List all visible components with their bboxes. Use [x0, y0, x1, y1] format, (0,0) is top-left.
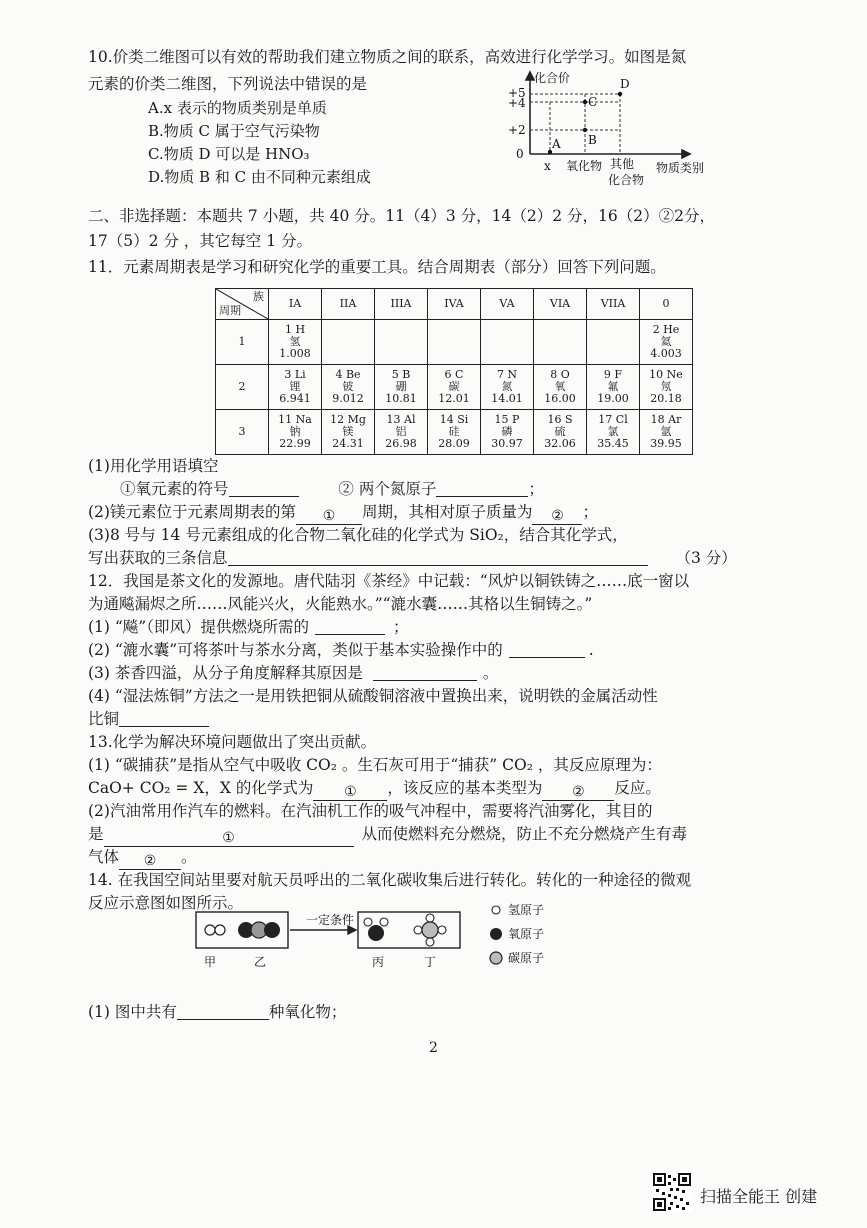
q11-p1end: ； [528, 480, 544, 498]
q13-p2c: 从而使燃料充分燃烧，防止不充分燃烧产生有毒 [361, 825, 688, 843]
q13-p2d-line [88, 846, 197, 870]
legend-hydrogen-label: 氢原子 [508, 903, 545, 917]
legend-oxygen-label: 氧原子 [508, 927, 545, 941]
element-mass: 24.31 [332, 437, 364, 450]
element-cell [587, 365, 640, 410]
q10-option-b: B.物质 C 属于空气污染物 [148, 122, 320, 140]
periodic-table [215, 288, 693, 455]
period-row [216, 365, 693, 410]
element-num: 3 Li [284, 368, 306, 381]
period-row [216, 320, 693, 365]
element-name: 碳 [448, 380, 460, 393]
q13-p1c: ，该反应的基本类型为 [387, 779, 543, 797]
element-name: 硼 [395, 380, 407, 393]
element-num: 14 Si [439, 413, 469, 426]
water-molecule-icon [364, 918, 388, 941]
group-header: VA [481, 289, 534, 320]
q12-blank-1[interactable] [315, 618, 385, 635]
q12-p3end: 。 [482, 664, 499, 682]
reaction-condition: 一定条件 [306, 913, 355, 927]
chart-point-c: C [588, 95, 598, 109]
group-header: VIA [534, 289, 587, 320]
element-cell [481, 365, 534, 410]
carbon-dioxide-molecule-icon [238, 922, 280, 938]
scanner-watermark: 扫描全能王 创建 [700, 1187, 818, 1206]
q10-option-a: A.x 表示的物质类别是单质 [148, 99, 327, 117]
label-bing: 丙 [372, 955, 385, 969]
valence-class-chart [500, 68, 740, 198]
group-header: VIIA [587, 289, 640, 320]
q11-p2b: 周期，其相对原子质量为 [361, 503, 533, 521]
q10-option-c: C.物质 D 可以是 HNO₃ [148, 145, 310, 163]
q11-p3-line [88, 547, 737, 569]
element-name: 磷 [501, 425, 513, 438]
element-name: 钠 [289, 425, 301, 438]
element-mass: 26.98 [385, 437, 417, 450]
chart-ytick-4: +4 [508, 96, 526, 110]
chart-point-a: A [552, 137, 561, 151]
corner-period-label: 周期 [219, 304, 241, 317]
element-name: 镁 [342, 425, 354, 438]
q12-p3: (3) 茶香四溢，从分子角度解释其原因是 [88, 664, 363, 682]
q12-p4b: 比铜 [88, 710, 120, 728]
element-cell [428, 410, 481, 455]
q11-blank-mass[interactable]: ② [532, 508, 582, 525]
q11-p1: (1)用化学用语填空 [88, 457, 219, 475]
chart-xtick-oxide: 氧化物 [566, 159, 603, 173]
q12-p1: (1) “飚”（即风）提供燃烧所需的 [88, 618, 309, 636]
legend-carbon-icon [490, 952, 502, 964]
element-name: 铝 [395, 425, 407, 438]
element-num: 2 He [652, 323, 680, 336]
element-cell [640, 365, 693, 410]
q11-p2-line [88, 501, 598, 525]
q12-p1-line [88, 616, 409, 638]
element-mass: 10.81 [385, 392, 417, 405]
element-mass: 12.01 [438, 392, 470, 405]
element-cell [269, 320, 322, 365]
element-cell [375, 365, 428, 410]
group-header: IIA [322, 289, 375, 320]
element-cell [375, 410, 428, 455]
q12-blank-4[interactable] [119, 710, 209, 727]
element-num: 15 P [494, 413, 520, 426]
q14-p1-line [88, 1001, 346, 1023]
element-mass: 4.003 [650, 347, 682, 360]
element-mass: 9.012 [332, 392, 364, 405]
element-num: 16 S [547, 413, 573, 426]
section2-line2: 17（5）2 分 ，其它每空 1 分。 [88, 232, 313, 250]
element-name: 硅 [448, 425, 460, 438]
section2-line1: 二、非选择题：本题共 7 小题，共 40 分。11（4）3 分，14（2）2 分，16（2）②2分， [88, 207, 715, 225]
empty-cell [481, 320, 534, 365]
group-header: 0 [640, 289, 693, 320]
chart-point-d: D [620, 77, 630, 91]
q11-p2end: ； [582, 503, 598, 521]
element-num: 5 B [391, 368, 411, 381]
q13-p1: (1) “碳捕获”是指从空气中吸收 CO₂ 。生石灰可用于“捕获” CO₂ ，其反应原理为： [88, 756, 662, 774]
q11-blank-oxygen-symbol[interactable] [229, 480, 299, 497]
element-cell [428, 365, 481, 410]
q13-p1b: CaO+ CO₂ = X，X 的化学式为 [88, 779, 314, 797]
q11-p3a: (3)8 号与 14 号元素组成的化合物二氧化硅的化学式为 SiO₂，结合其化学式， [88, 526, 628, 544]
q13-blank-toxic-gas[interactable]: ② [119, 853, 181, 870]
element-name: 铍 [342, 380, 354, 393]
q12-p2: (2) “漉水囊”可将茶叶与茶水分离，类似于基本实验操作中的 [88, 641, 503, 659]
element-mass: 32.06 [544, 437, 576, 450]
period-label: 3 [216, 410, 269, 455]
q11-stem: 11．元素周期表是学习和研究化学的重要工具。结合周期表（部分）回答下列问题。 [88, 258, 666, 276]
q11-p2a: (2)镁元素位于元素周期表的第 [88, 503, 296, 521]
chart-xlabel: 物质类别 [656, 161, 705, 175]
empty-cell [428, 320, 481, 365]
element-cell [322, 410, 375, 455]
period-label: 2 [216, 365, 269, 410]
element-name: 氖 [660, 380, 672, 393]
element-mass: 20.18 [650, 392, 682, 405]
element-num: 9 F [603, 368, 623, 381]
q10-line1: 10.价类二维图可以有效的帮助我们建立物质之间的联系，高效进行化学学习。如图是氮 [88, 48, 687, 66]
q12-p3-line [88, 662, 498, 684]
chart-xtick-other: 其他 [610, 157, 635, 171]
q13-p2b-line [88, 823, 687, 847]
q12-p4b-line [88, 708, 209, 730]
element-name: 氯 [607, 425, 619, 438]
corner-group-label: 族 [253, 290, 264, 303]
q13-p1d: 反应。 [614, 779, 661, 797]
element-cell [481, 410, 534, 455]
q12-blank-3[interactable] [373, 664, 477, 681]
q14-line1: 14. 在我国空间站里要对航天员呼出的二氧化碳收集后进行转化。转化的一种途径的微观 [88, 871, 692, 889]
q13-p2d: 气体 [88, 848, 120, 866]
element-cell [640, 410, 693, 455]
reaction-diagram [190, 902, 590, 970]
element-name: 氩 [660, 425, 672, 438]
element-num: 4 Be [335, 368, 361, 381]
empty-cell [534, 320, 587, 365]
element-num: 7 N [496, 368, 518, 381]
q13-blank-purpose[interactable]: ① [104, 830, 354, 847]
q14-p1end: 种氧化物； [268, 1003, 347, 1021]
chart-ytick-0: 0 [516, 147, 524, 161]
q12-p4: (4) “湿法炼铜”方法之一是用铁把铜从硫酸铜溶液中置换出来，说明铁的金属活动性 [88, 687, 658, 705]
element-mass: 1.008 [279, 347, 311, 360]
element-mass: 14.01 [491, 392, 523, 405]
element-cell [534, 365, 587, 410]
element-num: 11 Na [278, 413, 312, 426]
element-name: 氟 [607, 380, 619, 393]
chart-ylabel: 化合价 [534, 71, 571, 85]
element-mass: 19.00 [597, 392, 629, 405]
element-num: 12 Mg [330, 413, 366, 426]
q11-p3-score: （3 分） [675, 549, 737, 567]
chart-ytick-2: +2 [508, 123, 526, 137]
q12-line2: 为通飚漏烬之所……风能兴火，火能熟水。”“漉水囊……其格以生铜铸之。” [88, 595, 593, 613]
element-name: 氢 [289, 335, 301, 348]
q11-blank-period[interactable]: ① [296, 508, 362, 525]
q13-p2: (2)汽油常用作汽车的燃料。在汽油机工作的吸气冲程中，需要将汽油雾化，其目的 [88, 802, 653, 820]
label-ding: 丁 [424, 955, 437, 969]
q13-p1b-line [88, 777, 661, 801]
element-mass: 35.45 [597, 437, 629, 450]
q12-line1: 12．我国是茶文化的发源地。唐代陆羽《茶经》中记载：“风炉以铜铁铸之……底一窗以 [88, 572, 690, 590]
label-jia: 甲 [204, 955, 217, 969]
qr-code-icon [652, 1172, 692, 1212]
q13-blank-reaction-type[interactable]: ② [542, 784, 614, 801]
element-mass: 16.00 [544, 392, 576, 405]
q10-line2: 元素的价类二维图，下列说法中错误的是 [88, 75, 368, 93]
q13-p2b: 是 [88, 825, 104, 843]
element-num: 1 H [284, 323, 306, 336]
chart-xtick-compound: 化合物 [608, 173, 645, 187]
legend-carbon-label: 碳原子 [508, 951, 545, 965]
q11-blank-two-nitrogen[interactable] [436, 480, 528, 497]
chart-ytick-5: +5 [508, 86, 526, 100]
element-num: 18 Ar [650, 413, 682, 426]
group-header: IVA [428, 289, 481, 320]
period-row [216, 410, 693, 455]
element-name: 氦 [660, 335, 672, 348]
q11-p1b: ② 两个氮原子 [338, 480, 437, 498]
q14-p1: (1) 图中共有 [88, 1003, 177, 1021]
element-cell [269, 410, 322, 455]
period-label: 1 [216, 320, 269, 365]
element-mass: 30.97 [491, 437, 523, 450]
periodic-table-body [216, 320, 693, 455]
element-mass: 22.99 [279, 437, 311, 450]
empty-cell [587, 320, 640, 365]
element-mass: 6.941 [279, 392, 311, 405]
legend-oxygen-icon [490, 928, 502, 940]
page-number: 2 [429, 1040, 438, 1056]
empty-cell [322, 320, 375, 365]
q14-line2: 反应示意图如图所示。 [88, 894, 244, 912]
legend-hydrogen-icon [492, 906, 500, 914]
q12-p1end: ； [392, 618, 409, 636]
q12-p2-line [88, 639, 594, 661]
chart-point-b: B [588, 133, 597, 147]
group-header: IA [269, 289, 322, 320]
methane-molecule-icon [414, 914, 446, 946]
element-cell [322, 365, 375, 410]
empty-cell [375, 320, 428, 365]
q13-p2e: 。 [181, 848, 197, 866]
element-name: 氮 [501, 380, 513, 393]
element-cell [587, 410, 640, 455]
element-name: 硫 [554, 425, 566, 438]
q11-p1-line [120, 478, 544, 500]
element-mass: 28.09 [438, 437, 470, 450]
q11-blank-three-info[interactable] [228, 549, 648, 566]
table-corner [216, 289, 269, 320]
q14-blank-oxide-count[interactable] [177, 1003, 269, 1020]
element-num: 8 O [550, 368, 570, 381]
q11-p1a: ①氧元素的符号 [120, 480, 229, 498]
element-num: 17 Cl [598, 413, 628, 426]
q13-blank-formula[interactable]: ① [313, 784, 387, 801]
element-num: 6 C [444, 368, 464, 381]
chart-xtick-x: x [544, 159, 551, 173]
hydrogen-molecule-icon [205, 925, 225, 935]
q10-option-d: D.物质 B 和 C 由不同种元素组成 [148, 168, 371, 186]
element-cell [640, 320, 693, 365]
element-name: 氧 [554, 380, 566, 393]
group-header: IIIA [375, 289, 428, 320]
element-name: 锂 [289, 380, 301, 393]
element-num: 10 Ne [649, 368, 683, 381]
label-yi: 乙 [254, 955, 267, 969]
q12-p2end: . [588, 641, 594, 659]
element-mass: 39.95 [650, 437, 682, 450]
element-cell [269, 365, 322, 410]
q13-stem: 13.化学为解决环境问题做出了突出贡献。 [88, 733, 377, 751]
q12-blank-2[interactable] [509, 641, 585, 658]
element-num: 13 Al [386, 413, 416, 426]
q11-p3b: 写出获取的三条信息 [88, 549, 228, 567]
element-cell [534, 410, 587, 455]
